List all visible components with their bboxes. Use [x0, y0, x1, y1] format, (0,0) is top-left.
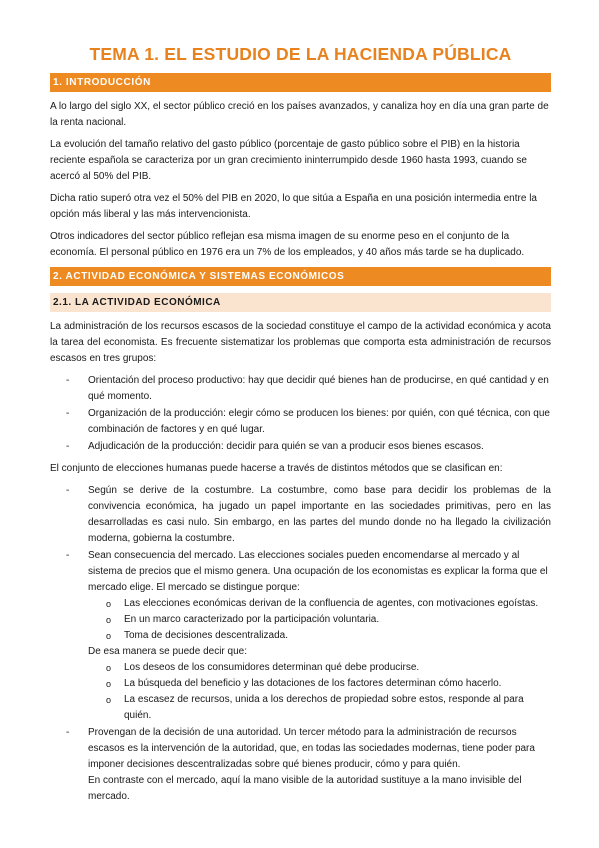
list-item: o Los deseos de los consumidores determinan qué debe producirse.	[106, 662, 420, 673]
list-item: - Sean consecuencia del mercado. Las elecciones sociales pueden encomendarse al mercado y al sistema de precios que el mismo genera. Una ocupación de los economistas es explicar la forma que el mercado elige. El mercado se distingue porque: o Las elecciones económicas derivan de la confluencia de agentes, con motivaciones egoístas. o En un marco caracterizado por la participación voluntaria. o Toma de decisiones descentralizada. De esa manera se puede decir que: o Los deseos de los consumidores determinan qué debe producirse. o La búsqueda del beneficio y las dotaciones de los factores determinan cómo hacerlo. o La escasez de recursos, unida a los derechos de propiedad sobre estos, responde al para quién.	[50, 548, 551, 724]
activity-intro-paragraph: La administración de los recursos escasos de la sociedad constituye el campo de la actividad económica y acota la tarea del economista. Es frecuente sistematizar los problemas que comporta esta administración de recursos escasos en tres grupos:	[50, 321, 551, 364]
method-custom-text: Según se derive de la costumbre. La costumbre, como base para decidir los problemas de la convivencia económica, ha jugado un papel importante en las sociedades primitivas, pero en las desarrolladas es casi nulo. Sin embargo, en las partes del mundo donde no ha llegado la civilización moderna, gobierna la costumbre.	[88, 485, 551, 544]
list-item: o Las elecciones económicas derivan de la confluencia de agentes, con motivaciones egoístas.	[106, 598, 539, 609]
methods-list	[50, 483, 551, 805]
market-consequences-list	[88, 660, 551, 724]
problem-groups-list	[50, 373, 551, 455]
method-market-text: Sean consecuencia del mercado. Las elecciones sociales pueden encomendarse al mercado y al sistema de precios que el mismo genera. Una ocupación de los economistas es explicar la forma que el mercado elige. El mercado se distingue porque:	[88, 550, 548, 593]
list-item: - Según se derive de la costumbre. La costumbre, como base para decidir los problemas de la convivencia económica, ha jugado un papel importante en las sociedades primitivas, pero en las desarrolladas es casi nulo. Sin embargo, en las partes del mundo donde no ha llegado la civilización moderna, gobierna la costumbre.	[66, 485, 551, 544]
list-item: - Adjudicación de la producción: decidir para quién se van a producir esos bienes escasos.	[66, 441, 484, 452]
list-item: o En un marco caracterizado por la participación voluntaria.	[106, 614, 380, 625]
list-item: - Provengan de la decisión de una autoridad. Un tercer método para la administración de recursos escasos es la intervención de la autoridad, que, en todas las sociedades modernas, tiene poder para imponer decisiones descentralizadas sobre qué bienes producir, cómo y para quién. En contraste con el mercado, aquí la mano visible de la autoridad sustituye a la mano invisible del mercado.	[50, 725, 551, 805]
list-item: o La escasez de recursos, unida a los derechos de propiedad sobre estos, responde al para quién.	[106, 694, 524, 721]
list-item: - Organización de la producción: elegir cómo se producen los bienes: por quién, con qué técnica, con que combinación de factores y en qué lugar.	[66, 408, 550, 435]
elections-intro-paragraph: El conjunto de elecciones humanas puede hacerse a través de distintos métodos que se clasifican en:	[50, 463, 503, 474]
intro-paragraph-4: Otros indicadores del sector público reflejan esa misma imagen de su enorme peso en el conjunto de la economía. El personal público en 1976 era un 7% de los empleados, y 40 años más tarde se ha duplicado.	[50, 231, 525, 258]
intro-paragraph-3: Dicha ratio superó otra vez el 50% del PIB en 2020, lo que sitúa a España en una posición intermedia entre la opción más liberal y las más intervencionista.	[50, 193, 537, 220]
list-item: - Orientación del proceso productivo: hay que decidir qué bienes han de producirse, en qué cantidad y en qué momento.	[66, 375, 549, 402]
intro-paragraph-1: A lo largo del siglo XX, el sector público creció en los países avanzados, y canaliza hoy en día una gran parte de la renta nacional.	[50, 101, 549, 128]
intro-paragraph-2: La evolución del tamaño relativo del gasto público (porcentaje de gasto público sobre el PIB) en la historia reciente española se caracteriza por un gran crecimiento ininterrumpido desde 1960 hasta 1993, cuando se acercó al 50% del PIB.	[50, 139, 527, 182]
section-heading-actividad-economica: 2. ACTIVIDAD ECONÓMICA Y SISTEMAS ECONÓMICOS	[50, 267, 551, 286]
method-authority-text: Provengan de la decisión de una autoridad. Un tercer método para la administración de recursos escasos es la intervención de la autoridad, que, en todas las sociedades modernas, tiene poder para imponer decisiones descentralizadas sobre qué bienes producir, cómo y para quién.	[88, 727, 535, 770]
market-features-list	[88, 596, 551, 644]
authority-contrast-text: En contraste con el mercado, aquí la mano visible de la autoridad sustituye a la mano invisible del mercado.	[88, 775, 522, 802]
list-item: o La búsqueda del beneficio y las dotaciones de los factores determinan cómo hacerlo.	[106, 678, 502, 689]
section-heading-introduccion: 1. INTRODUCCIÓN	[50, 73, 551, 92]
subsection-heading-actividad: 2.1. LA ACTIVIDAD ECONÓMICA	[50, 293, 551, 312]
document-title: TEMA 1. EL ESTUDIO DE LA HACIENDA PÚBLICA	[89, 44, 512, 64]
market-then-text: De esa manera se puede decir que:	[88, 646, 247, 657]
list-item: o Toma de decisiones descentralizada.	[106, 630, 288, 641]
